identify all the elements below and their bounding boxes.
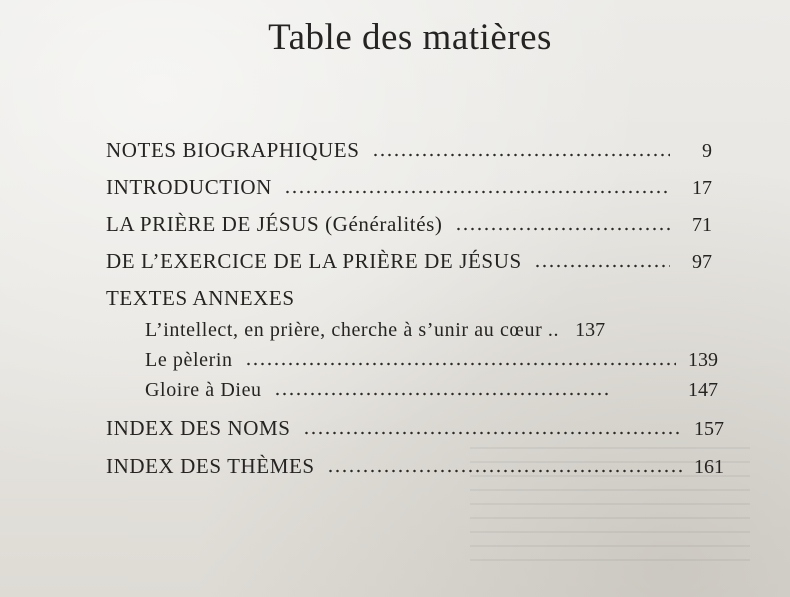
leader-dots [284,190,670,194]
toc-entry-index-des-noms[interactable] [106,416,724,441]
toc-entry-introduction[interactable] [106,175,712,200]
toc-entry-page: 139 [688,349,718,371]
toc-entry-label: Gloire à Dieu [145,379,262,401]
toc-entry-page: 161 [694,456,724,478]
toc-entry-label: INDEX DES NOMS [106,416,291,440]
leader-dots [303,431,682,435]
leader-dots [327,469,682,473]
toc-entry-label: L’intellect, en prière, cherche à s’unir au cœur .. [145,319,560,341]
toc-entry-index-des-themes[interactable] [106,454,724,479]
leader-dots [455,227,671,231]
toc-entry-page: 157 [694,418,724,440]
toc-entry-page: 147 [688,379,718,401]
toc-entry-label: LA PRIÈRE DE JÉSUS (Généralités) [106,212,443,236]
toc-entry-notes-biographiques[interactable] [106,138,712,163]
toc-entry-label: TEXTES ANNEXES [106,286,295,310]
toc-entry-textes-annexes[interactable] [106,286,712,311]
toc-entry-label: Le pèlerin [145,349,233,371]
toc-entry-exercice-priere[interactable] [106,249,712,274]
toc-subentry-pelerin[interactable] [145,349,718,372]
toc-entry-label: DE L’EXERCICE DE LA PRIÈRE DE JÉSUS [106,249,522,273]
toc-entry-page: 137 [575,319,606,341]
toc-entry-page: 17 [692,177,712,199]
leader-dots [534,264,670,268]
toc-entry-label: NOTES BIOGRAPHIQUES [106,138,360,162]
leader-dots [274,392,612,396]
leader-dots [372,153,671,157]
page-title: Table des matières [268,17,552,58]
leader-dots [245,362,676,366]
toc-entry-page: 9 [702,140,712,162]
toc-entry-label: INTRODUCTION [106,175,272,199]
toc-entry-priere-de-jesus[interactable] [106,212,712,237]
toc-subentry-gloire-a-dieu[interactable] [145,379,718,402]
toc-entry-label: INDEX DES THÈMES [106,454,315,478]
toc-entry-page: 97 [692,251,712,273]
toc-entry-page: 71 [692,214,712,236]
toc-subentry-intellect[interactable] [145,319,718,342]
